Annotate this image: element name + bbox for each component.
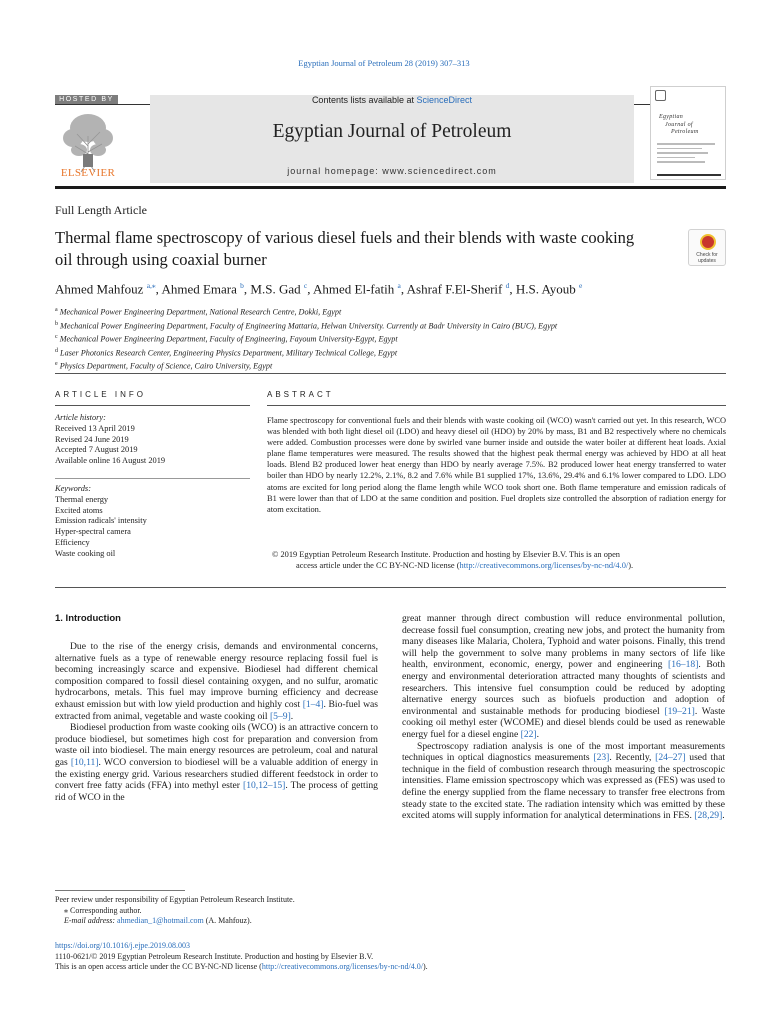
citation-link[interactable]: [23] — [593, 752, 610, 764]
paragraph-text: Due to the rise of the energy crisis, demands and environmental concerns, alternative fuels as a type of renewable energy resource replacing fossil fuel is becoming increasingly scarce and expensive. Biodiesel had different chemical composition compared to fossil diesel containing oxygen, and no sulfur, aromatic hydrocarbons, metals. This fuel may improve burning efficiency and decrease exhaust emission but with low yield production and highly cost — [55, 641, 378, 710]
keyword: Hyper-spectral camera — [55, 527, 131, 537]
paragraph — [55, 722, 378, 803]
affil-marker: a — [55, 307, 58, 313]
affil-text: Mechanical Power Engineering Department, Faculty of Engineering, Fayoum University-Egypt, Egypt — [59, 334, 398, 344]
keyword: Emission radicals' intensity — [55, 516, 147, 526]
affil-marker: b — [55, 320, 58, 327]
author-affil-marker[interactable]: b — [240, 281, 244, 290]
cover-text-lines — [657, 143, 721, 166]
paragraph-text: . — [290, 710, 294, 722]
paragraph-text: great manner through direct combustion will reduce environmental pollution, decrease fossil fuel consumption, creating new jobs, and protect the humanity from many diseases like Malaria, Cholera, Typhoid and water poisons. Finally, this trend will help the government to solve many problems in many sectors of life like health, environment, economic, energy, power and engineering — [402, 613, 725, 671]
copyright-text: access article under the CC BY-NC-ND license ( — [296, 561, 460, 571]
author-affil-marker[interactable]: a — [397, 281, 401, 290]
author-affil-marker[interactable]: e — [578, 281, 583, 290]
citation-link[interactable]: [28,29] — [694, 810, 723, 822]
affil-text: Physics Department, Faculty of Science, Cairo University, Egypt — [59, 361, 273, 371]
article-title: Thermal flame spectroscopy of various diesel fuels and their blends with waste cooking oil through using coaxial burner — [55, 228, 635, 269]
keywords-list — [55, 484, 250, 560]
paragraph-text: . Both energy and environmental deterioration attracted many thoughts of scientists and researchers. This intensive fuel consumption could be reduced by adopting alternative energy sources such as biofuels production and adoption of environmental and sustainable methods for producing biodiesel — [402, 659, 725, 717]
license-link[interactable]: http://creativecommons.org/licenses/by-nc-nd/4.0/ — [459, 561, 629, 571]
section-heading: 1. Introduction — [55, 613, 121, 624]
contents-line — [150, 95, 634, 105]
citation-link[interactable]: [10,11] — [70, 756, 99, 768]
author-name[interactable]: M.S. Gad — [250, 281, 301, 297]
hosted-by-label: HOSTED BY — [55, 95, 118, 104]
license-line — [55, 962, 726, 973]
citation-link[interactable]: [19–21] — [664, 705, 695, 717]
divider — [55, 587, 726, 588]
paragraph-text: used that technique in the field of combustion research through measuring the spectroscopic intensities. Flame emission spectroscopy which was expressed as (FES) was used to define the energy supplied from the flame necessary to transfer free electrons from steady state to the excited state. The radiation intensity which was emitted by these excited atoms will supply information for analytical determinations in FES. — [402, 752, 725, 822]
abstract-copyright — [267, 549, 726, 571]
paragraph-text: . The process of getting rid of WCO in the — [55, 780, 378, 803]
cover-title — [659, 114, 721, 137]
cover-title-line: Egyptian — [659, 114, 684, 120]
history-label: Article history: — [55, 413, 106, 422]
keywords-label: Keywords: — [55, 484, 91, 493]
contents-prefix: Contents lists available at — [311, 95, 414, 105]
email-link[interactable]: ahmedian_1@hotmail.com — [117, 916, 204, 925]
paragraph — [55, 641, 378, 722]
affiliation — [55, 332, 735, 346]
history-item: Revised 24 June 2019 — [55, 434, 129, 444]
sciencedirect-link[interactable]: ScienceDirect — [416, 95, 473, 105]
doi-link[interactable]: https://doi.org/10.1016/j.ejpe.2019.08.003 — [55, 941, 190, 950]
keyword: Excited atoms — [55, 505, 103, 515]
article-history — [55, 413, 250, 467]
history-item: Received 13 April 2019 — [55, 423, 135, 433]
divider — [55, 478, 250, 479]
abstract-heading: ABSTRACT — [267, 390, 334, 399]
keyword: Efficiency — [55, 537, 90, 547]
citation-link[interactable]: [5–9] — [269, 710, 291, 722]
author-name[interactable]: Ashraf F.El-Sherif — [406, 281, 503, 297]
affiliation — [55, 305, 735, 319]
author-affil-marker[interactable]: c — [303, 281, 308, 290]
affiliation — [55, 319, 735, 333]
citation-link[interactable]: [22] — [520, 728, 537, 740]
citation-link[interactable]: [10,12–15] — [243, 780, 286, 792]
email-label: E-mail address: — [64, 916, 118, 925]
affiliation — [55, 346, 735, 360]
journal-homepage[interactable]: journal homepage: www.sciencedirect.com — [287, 166, 497, 176]
citation-link[interactable]: [1–4] — [302, 698, 324, 710]
paragraph-text: . — [722, 810, 725, 822]
email-suffix: (A. Mahfouz). — [203, 916, 252, 925]
history-item: Available online 16 August 2019 — [55, 456, 166, 466]
paragraph-text: . Waste cooking oil methyl ester (WCOME) and diesel blends could be used as renewable energy fuel for a diesel engine — [402, 705, 725, 740]
author-name[interactable]: Ahmed Emara — [161, 281, 237, 297]
license-text: This is an open access article under the CC BY-NC-ND license ( — [55, 962, 262, 971]
paragraph-text: . — [536, 728, 540, 740]
license-link[interactable]: http://creativecommons.org/licenses/by-nc-nd/4.0/ — [261, 962, 423, 971]
crossmark-label: Check for updates — [696, 252, 718, 264]
affil-text: Mechanical Power Engineering Department, Faculty of Engineering Mattaria, Helwan University. Currently at Badr University in Cairo (BUC), Egypt — [60, 321, 558, 331]
license-text: ). — [423, 962, 428, 971]
paragraph-text: Biodiesel production from waste cooking oils (WCO) is an attractive concern to produce biodiesel, but sometimes high cost for preparation and conversion from waste oil into biodiesel. The main energy resources are petroleum, coal and natural gas — [55, 722, 378, 768]
author-name[interactable]: Ahmed Mahfouz — [55, 281, 144, 297]
author-affil-marker[interactable]: a,⁎ — [146, 281, 156, 290]
footnote: ⁎ Corresponding author. — [64, 905, 142, 915]
crossmark-icon — [700, 234, 716, 250]
footnote: Peer review under responsibility of Egyptian Petroleum Research Institute. — [55, 895, 295, 904]
citation-link[interactable]: [24–27] — [655, 752, 686, 764]
cover-title-line: Journal of — [665, 121, 693, 128]
copyright-line — [267, 560, 726, 571]
paragraph-text: . Bio-fuel was extracted from animal, vegetable and waste cooking oil — [55, 698, 378, 722]
divider — [55, 405, 250, 406]
copyright-line: © 2019 Egyptian Petroleum Research Institute. Production and hosting by Elsevier B.V. This is an open — [272, 550, 620, 559]
keyword: Thermal energy — [55, 494, 109, 504]
header-thick-rule — [55, 186, 726, 189]
article-info-heading: ARTICLE INFO — [55, 390, 146, 399]
abstract-text: Flame spectroscopy for conventional fuels and their blends with waste cooking oil (WCO) wasn't carried out yet. In this research, WCO was blended with both light diesel oil (LDO) and heavy diesel oil (HDO) by 20% by mass, B1 and B2 respectively where no chemicals were added. Combustion processes were done by swirled vane burner inside and outside the water boiler at different heat loads. Axial plane flame temperatures were measured. The results showed that the highest peak thermal energy was achieved by HDO at all heat loads. Blend B2 produced lower heat energy than HDO by nearly average 7.5%. B2 produced lower heat energy transferred to water boiler than HDO by nearly 12.2%, 2.1%, 8.2 and 7.6% while B1 supplied 17%, 13.6%, 29.4% and 6.1% lower compared to LDO. LDO atoms are excited for long period along the flame length while WCO took short one. Both flame temperature and emission radicals of B1 were lower than that of LDO at the same condition and position. Fuel droplets size controlled the absorption of radiation energy for atom excitation. — [267, 416, 726, 514]
journal-cover-thumbnail[interactable] — [650, 86, 726, 180]
divider — [267, 405, 726, 406]
footnote-rule — [55, 890, 185, 891]
cover-bar — [657, 174, 721, 176]
paragraph — [402, 741, 725, 822]
article-type: Full Length Article — [55, 203, 147, 217]
cover-logo-icon — [655, 90, 666, 101]
footnote — [55, 916, 455, 927]
elsevier-wordmark: ELSEVIER — [60, 167, 116, 179]
body-column-left — [55, 641, 378, 803]
paragraph-text: Spectroscopy radiation analysis is one of the most important measurements techniques in optical diagnostics measurements — [402, 740, 725, 764]
author-name[interactable]: Ahmed El-fatih — [313, 281, 395, 297]
citation-link[interactable]: [16–18] — [668, 659, 699, 671]
divider — [55, 373, 726, 374]
journal-reference[interactable]: Egyptian Journal of Petroleum 28 (2019) 307–313 — [298, 58, 470, 68]
paragraph — [402, 613, 725, 741]
history-item: Accepted 7 August 2019 — [55, 445, 138, 455]
check-for-updates-button[interactable] — [688, 229, 726, 266]
cover-title-line: Petroleum — [671, 129, 699, 135]
article-meta-footer — [55, 941, 726, 973]
journal-title: Egyptian Journal of Petroleum — [272, 121, 512, 142]
author-affil-marker[interactable]: d — [505, 281, 510, 290]
affil-marker: d — [55, 347, 58, 354]
affil-marker: e — [55, 361, 58, 368]
affiliations — [55, 305, 735, 373]
body-column-right — [402, 613, 725, 822]
affiliation — [55, 359, 735, 373]
copyright-text: ). — [628, 561, 634, 571]
paragraph-text: . Recently, — [609, 752, 656, 764]
author-list: Ahmed Mahfouz $^{a,⁎}$, Ahmed Emara $^b$, M.S. Gad $^c$, Ahmed El-fatih $^a$, Ashraf F.El-Sherif $^d$, H.S. Ayoub $^e$ — [55, 281, 583, 297]
affil-marker: c — [55, 334, 58, 341]
affil-text: Mechanical Power Engineering Department, National Research Centre, Dokki, Egypt — [59, 307, 342, 317]
issn-line: 1110-0621/© 2019 Egyptian Petroleum Research Institute. Production and hosting by Elsevier B.V. — [55, 951, 374, 961]
paragraph-text: . WCO conversion to biodiesel will be a valuable addition of energy in the existing energy grid. Various researchers studied different feedstock in order to convert free fatty acids (FFA) into methyl ester — [55, 756, 379, 792]
author-name[interactable]: H.S. Ayoub — [515, 281, 576, 297]
footnotes — [55, 895, 455, 927]
affil-text: Laser Photonics Research Center, Engineering Physics Department, Military Technical College, Egypt — [60, 348, 398, 358]
keyword: Waste cooking oil — [55, 548, 116, 558]
